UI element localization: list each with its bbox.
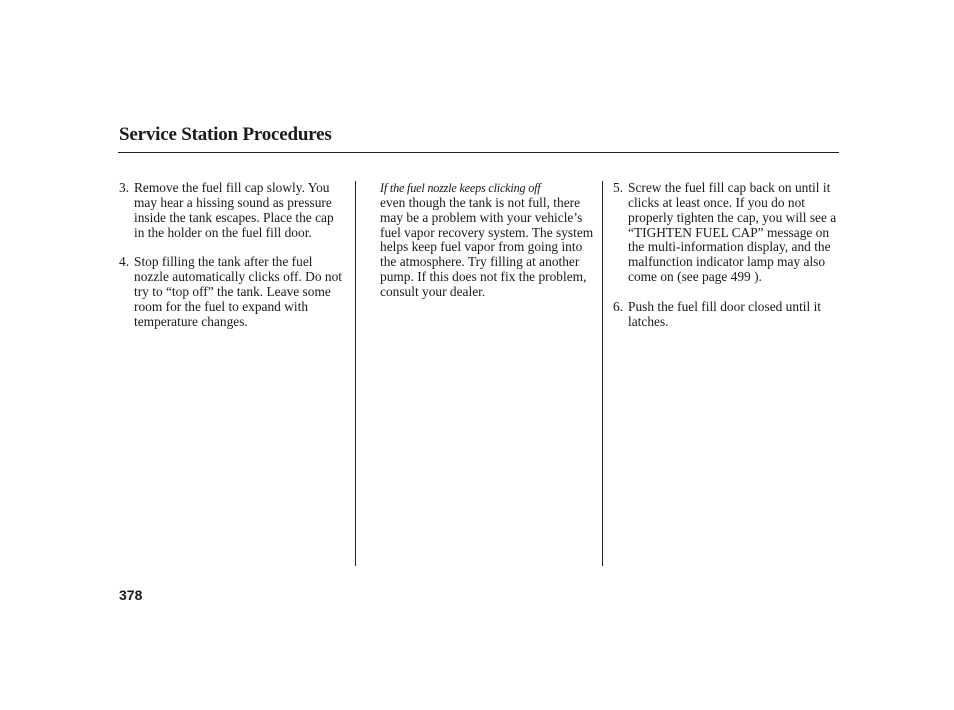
list-item — [613, 300, 841, 330]
note-body: even though the tank is not full, there may be a problem with your vehicle’s fuel vapor recovery system. The system helps keep fuel vapor from going into the atmosphere. Try filling at another pump. If this does not fix the problem, consult your dealer. — [380, 194, 594, 299]
column-divider — [355, 181, 356, 566]
item-body: Screw the fuel fill cap back on until it clicks at least once. If you do not properly tighten the cap, you will see a “TIGHTEN FUEL CAP” message on the multi-information display, and the malfunction indicator lamp may also come on — [628, 180, 837, 285]
item-number: 3. — [119, 180, 130, 195]
middle-column — [380, 181, 595, 300]
item-text — [628, 181, 841, 285]
column-divider — [602, 181, 603, 566]
title-divider — [118, 152, 839, 153]
page-reference-link[interactable]: (see page 499 ). — [677, 269, 762, 285]
item-number: 6. — [613, 298, 624, 314]
page-title: Service Station Procedures — [119, 124, 332, 145]
item-number: 4. — [119, 254, 130, 270]
item-number: 5. — [613, 180, 624, 195]
list-item — [613, 181, 841, 285]
item-text: Remove the fuel fill cap slowly. You may hear a hissing sound as pressure inside the tank escapes. Place the cap in the holder on the fuel fill door. — [134, 180, 334, 240]
page-number: 378 — [119, 587, 143, 603]
list-item — [119, 255, 347, 329]
item-text: Stop filling the tank after the fuel nozzle automatically clicks off. Do not try to “top off” the tank. Leave some room for the fuel to expand with temperature changes. — [134, 254, 342, 329]
note-heading: If the fuel nozzle keeps clicking off — [380, 181, 541, 195]
item-text: Push the fuel fill door closed until it latches. — [628, 298, 822, 329]
list-item — [119, 181, 347, 240]
left-column — [119, 181, 347, 344]
right-column — [613, 181, 841, 344]
